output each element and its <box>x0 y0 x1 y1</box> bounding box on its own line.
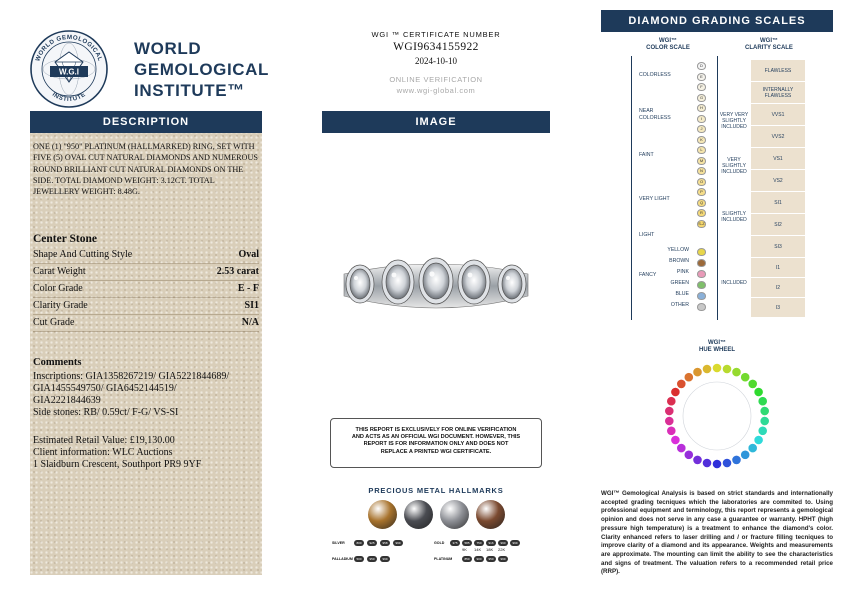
hue-dot <box>667 426 676 435</box>
fancy-green: GREEN <box>670 280 689 286</box>
retail-info <box>33 435 259 471</box>
color-grade-letter: H <box>700 105 703 110</box>
spec-row-color <box>33 281 259 298</box>
spec-value: Oval <box>238 249 259 260</box>
clarity-group-vs: VERY SLIGHTLY INCLUDED <box>721 157 747 176</box>
color-grade-letter: I <box>700 115 703 121</box>
retail-value: Estimated Retail Value: £19,130.00 <box>33 435 175 446</box>
color-grade-letter: M <box>699 157 704 163</box>
clarity-group-included: INCLUDED <box>721 280 747 286</box>
karat-label: 18K <box>486 547 494 552</box>
hallmark-badge: 500 <box>354 556 364 562</box>
fancy-blue: BLUE <box>675 291 689 297</box>
comment-line: Side stones: RB/ 0.59ct/ F-G/ VS-SI <box>33 407 179 418</box>
clarity-grade: SI1 <box>751 192 805 214</box>
hue-dot <box>741 450 750 459</box>
disclaimer-text: WGI™ Gemological Analysis is based on strict standards and internationally accepted grading tecniques which the laboratories are commited to. Using professional equipment and terminology, this report represents a gemological opinion and does not serve in any case a guarantee or warranty. HPHT (high pressure high temperature) is a treatment to enhance the diamond's color. Clarity enhanced refers to laser drilling and / or fracture filling tecniques to improve clarity of a diamond and its appearance. Weights and measurements are approximate. The mounting can limit the ability to see the characteristics and signs of treatment. The valuation refers to a recommended retail price (RRP). <box>601 490 833 576</box>
hue-dot <box>684 450 693 459</box>
fancy-color-gem-icon <box>697 270 706 278</box>
gold-label: GOLD <box>434 541 445 545</box>
hue-dot <box>732 455 741 464</box>
hallmarks-silver-palladium <box>330 539 430 569</box>
hue-dot <box>754 435 763 444</box>
hue-dot <box>732 368 741 377</box>
platinum-label: PLATINUM <box>434 557 453 561</box>
hue-dot <box>760 406 769 415</box>
clarity-grade: VS1 <box>751 148 805 170</box>
palladium-label: PALLADIUM <box>332 557 353 561</box>
hue-inner-ring <box>683 382 751 450</box>
ring-image <box>330 232 542 332</box>
color-group-near-colorless: NEAR COLORLESS <box>639 108 671 121</box>
description-panel <box>30 111 262 575</box>
hue-dot <box>665 416 674 425</box>
image-heading: IMAGE <box>322 111 550 133</box>
hue-dot <box>760 416 769 425</box>
hue-dot <box>693 455 702 464</box>
silver-label: SILVER <box>332 541 345 545</box>
hue-dot <box>758 397 767 406</box>
hue-dot <box>677 379 686 388</box>
clarity-grade: VVS2 <box>751 126 805 148</box>
wgi-seal-icon <box>28 28 110 110</box>
color-grade-letter: O <box>699 178 704 184</box>
hallmarks-gold-platinum <box>432 539 542 569</box>
clarity-grade: INTERNALLY FLAWLESS <box>751 82 805 104</box>
hue-dot <box>667 397 676 406</box>
hue-dot <box>712 459 721 468</box>
hallmark-badge: 999 <box>380 556 390 562</box>
hallmark-badge: 950 <box>367 556 377 562</box>
color-scale-title-line1: WGI™ <box>659 38 677 44</box>
hallmark-badge: 850 <box>462 556 472 562</box>
spec-row-cut <box>33 315 259 332</box>
hue-dot <box>684 373 693 382</box>
clarity-group-vvs: VERY VERY SLIGHTLY INCLUDED <box>719 112 749 131</box>
hallmark-badge: 999 <box>510 540 520 546</box>
spec-value: E - F <box>237 283 259 294</box>
clarity-grade: I3 <box>751 298 805 318</box>
color-grade-letter: E <box>700 73 703 79</box>
svg-text:W.G.I: W.G.I <box>59 67 79 77</box>
color-grade-letter: S-Z <box>698 220 705 226</box>
online-verification-url[interactable]: www.wgi-global.com <box>396 86 476 95</box>
fancy-color-gem-icon <box>697 281 706 289</box>
fancy-color-gem-icon <box>697 248 706 256</box>
clarity-grade: SI3 <box>751 236 805 258</box>
clarity-grade: I1 <box>751 258 805 278</box>
hallmark-badge: 999 <box>498 556 508 562</box>
fancy-yellow: YELLOW <box>667 247 689 253</box>
color-scale-title <box>623 38 713 52</box>
clarity-group-si: SLIGHTLY INCLUDED <box>721 211 747 224</box>
spec-value: 2.53 carat <box>216 266 259 277</box>
hallmark-badge: 999 <box>393 540 403 546</box>
hallmark-coins <box>368 500 508 536</box>
center-stone-title: Center Stone <box>33 233 97 245</box>
clarity-grade: I2 <box>751 278 805 298</box>
clarity-grade: SI2 <box>751 214 805 236</box>
clarity-scale-title-line1: WGI™ <box>760 38 778 44</box>
fancy-other: OTHER <box>670 302 689 308</box>
brand-name-line3: INSTITUTE™ <box>134 81 245 100</box>
clarity-scale-title <box>719 38 819 52</box>
color-grade-letter: R <box>700 210 703 215</box>
hue-dot <box>748 444 757 453</box>
hallmark-badge: 375 <box>450 540 460 546</box>
scales-table <box>601 56 833 320</box>
svg-text:WORLD GEMOLOGICAL: WORLD GEMOLOGICAL <box>34 33 104 63</box>
hallmark-badge: 990 <box>498 540 508 546</box>
clarity-grade: FLAWLESS <box>751 60 805 82</box>
color-grade-letter: Q <box>699 199 704 205</box>
hallmark-badge: 916 <box>486 540 496 546</box>
hue-dot <box>754 387 763 396</box>
client-address: 1 Slaidburn Crescent, Southport PR9 9YF <box>33 459 202 470</box>
comment-line: GIA2221844639 <box>33 395 101 406</box>
certificate-column <box>322 0 550 595</box>
spec-row-carat <box>33 264 259 281</box>
certificate-number-label: WGI ™ CERTIFICATE NUMBER <box>371 30 501 39</box>
hue-wheel-title-line2: HUE WHEEL <box>699 347 735 353</box>
spec-label: Shape And Cutting Style <box>33 249 133 260</box>
hue-dot <box>741 373 750 382</box>
description-heading: DESCRIPTION <box>30 111 262 133</box>
online-verification-label: ONLINE VERIFICATION <box>389 75 483 84</box>
hue-dot <box>665 406 674 415</box>
spec-label: Carat Weight <box>33 266 86 277</box>
palladium-coin-icon <box>476 500 505 529</box>
karat-label: 9K <box>462 547 467 552</box>
grading-scales-column <box>601 0 833 595</box>
hallmark-badge: 925 <box>367 540 377 546</box>
spec-value: SI1 <box>244 300 259 311</box>
center-stone-specs <box>33 247 259 332</box>
color-group-fancy: FANCY <box>639 272 657 278</box>
spec-label: Color Grade <box>33 283 83 294</box>
hallmark-badge: 585 <box>462 540 472 546</box>
hue-dot <box>671 387 680 396</box>
fancy-color-gem-icon <box>697 292 706 300</box>
hallmark-badge: 950 <box>486 556 496 562</box>
hue-dot <box>671 435 680 444</box>
hue-dot <box>722 364 731 373</box>
silver-coin-icon <box>440 500 469 529</box>
hallmark-badge: 750 <box>474 540 484 546</box>
hallmark-badge: 800 <box>354 540 364 546</box>
spec-row-clarity <box>33 298 259 315</box>
hallmarks-title: PRECIOUS METAL HALLMARKS <box>368 486 504 495</box>
scale-divider <box>631 56 632 320</box>
svg-text:INSTITUTE: INSTITUTE <box>50 90 88 104</box>
color-grade-letter: D <box>700 63 703 68</box>
wgi-logo <box>28 28 268 106</box>
hue-dot <box>748 379 757 388</box>
brand-name-line1: WORLD <box>134 39 202 58</box>
hue-dot <box>677 444 686 453</box>
certificate-date: 2024-10-10 <box>415 56 457 66</box>
hallmark-badge: 958 <box>380 540 390 546</box>
client-info: Client information: WLC Auctions <box>33 447 173 458</box>
comment-line: Inscriptions: GIA1358267219/ GIA5221844689/ <box>33 371 230 382</box>
platinum-coin-icon <box>404 500 433 529</box>
brand-name-line2: GEMOLOGICAL <box>134 60 270 79</box>
color-grade-letter: K <box>700 136 703 142</box>
hallmark-badge: 900 <box>474 556 484 562</box>
fancy-color-gem-icon <box>697 259 706 267</box>
spec-label: Cut Grade <box>33 317 75 328</box>
clarity-scale-title-line2: CLARITY SCALE <box>745 45 793 51</box>
clarity-grade: VS2 <box>751 170 805 192</box>
gold-coin-icon <box>368 500 397 529</box>
hue-dot <box>693 368 702 377</box>
hue-dot <box>758 426 767 435</box>
color-grade-letter: J <box>700 126 703 131</box>
comment-line: GIA1455549750/ GIA6452144519/ <box>33 383 177 394</box>
karat-label: 22K <box>498 547 506 552</box>
hue-wheel-diagram <box>647 352 787 482</box>
color-group-light: LIGHT <box>639 232 655 238</box>
fancy-color-gem-icon <box>697 303 706 311</box>
color-group-very-light: VERY LIGHT <box>639 196 670 202</box>
karat-label: 14K <box>474 547 482 552</box>
certificate-number: WGI9634155922 <box>393 41 479 53</box>
color-scale-title-line2: COLOR SCALE <box>646 45 690 51</box>
brand-name <box>134 38 269 101</box>
spec-value: N/A <box>241 317 259 328</box>
color-grade-letter: F <box>700 84 703 89</box>
spec-label: Clarity Grade <box>33 300 88 311</box>
online-notice-box: THIS REPORT IS EXCLUSIVELY FOR ONLINE VERIFICATION AND ACTS AS AN OFFICIAL WGI DOCUMENT. HOWEVER, THIS REPORT IS FOR INFORMATION ONLY AND DOES NOT REPLACE A PRINTED WGI CERTIFICATE. <box>330 418 542 468</box>
hue-wheel-title-line1: WGI™ <box>708 340 726 346</box>
color-grade-letter: P <box>700 189 703 194</box>
hue-dot <box>702 364 711 373</box>
color-grade-letter: N <box>700 168 703 173</box>
comments-text <box>33 371 259 419</box>
color-group-faint: FAINT <box>639 152 654 158</box>
fancy-pink: PINK <box>676 269 689 275</box>
color-group-colorless: COLORLESS <box>639 72 671 78</box>
comments-title: Comments <box>33 357 82 368</box>
hue-dot <box>702 458 711 467</box>
clarity-grade: VVS1 <box>751 104 805 126</box>
hue-dot <box>712 363 721 372</box>
fancy-brown: BROWN <box>669 258 689 264</box>
color-grade-letter: G <box>699 94 704 100</box>
hue-dot <box>722 458 731 467</box>
color-grade-letter: L <box>700 147 703 152</box>
spec-row-shape <box>33 247 259 264</box>
grading-scales-heading: DIAMOND GRADING SCALES <box>601 10 833 32</box>
description-text: ONE (1) "950" PLATINUM (HALLMARKED) RING, SET WITH FIVE (5) OVAL CUT NATURAL DIAMONDS AND NUMEROUS ROUND BRILLIANT CUT NATURAL DIAMONDS ON THE SIDE. TOTAL DIAMOND WEIGHT: 3.12CT. TOTAL JEWELLERY WEIGHT: 8.48G. <box>33 142 258 197</box>
